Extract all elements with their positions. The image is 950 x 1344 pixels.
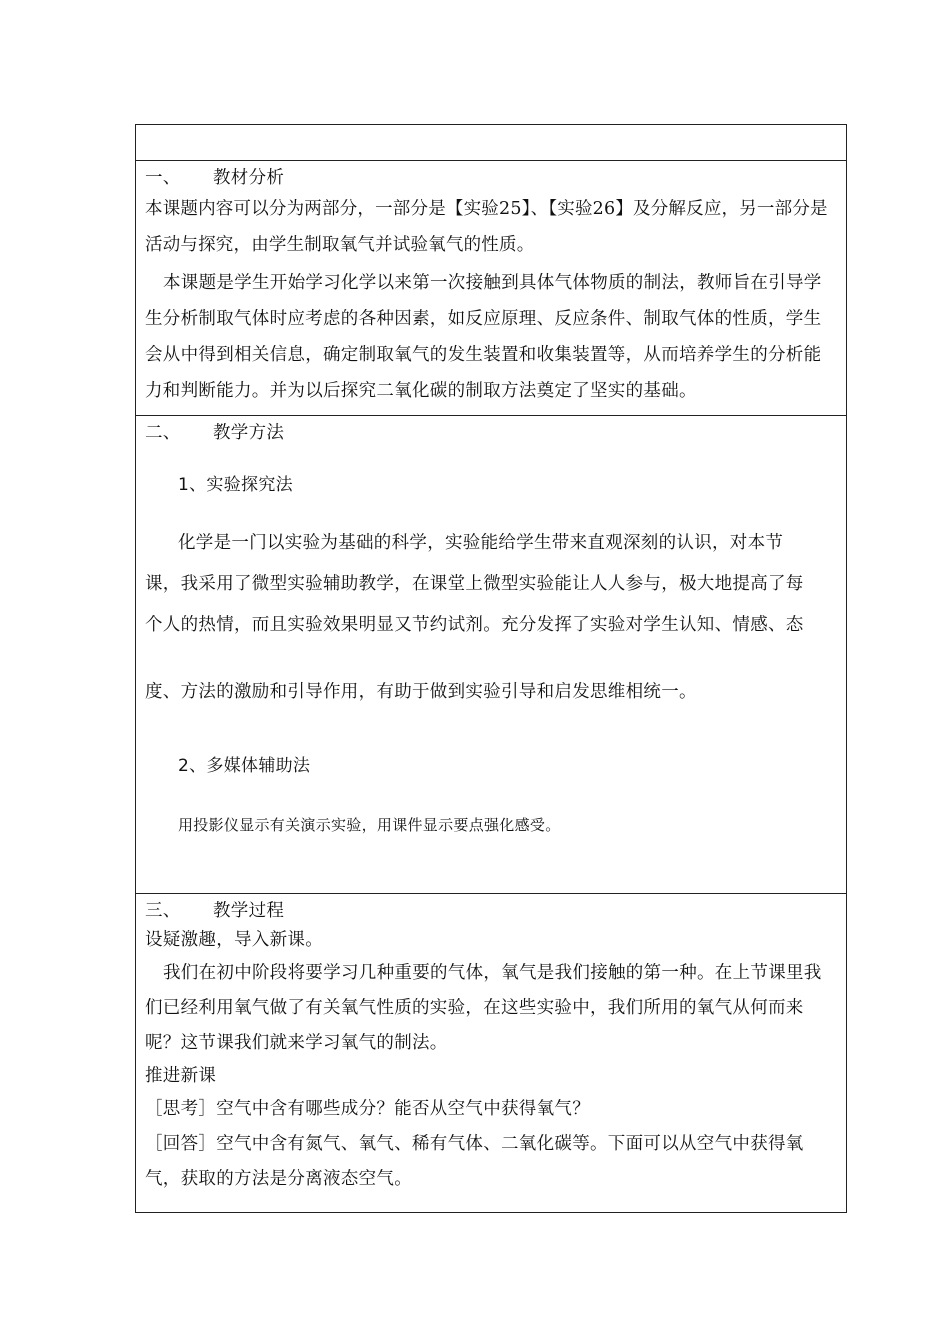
method-title: 1、实验探究法: [178, 475, 293, 495]
section-title: 教学过程: [213, 900, 285, 921]
paragraph: 推进新课: [145, 1066, 217, 1086]
section-number: 三、: [145, 900, 181, 921]
paragraph: 本课题是学生开始学习化学以来第一次接触到具体气体物质的制法，教师旨在引导学生分析制取气体时应考虑的各种因素，如反应原理、反应条件、制取气体的性质，学生会从中得到相关信息，确定制取氧气的发生装置和收集装置等，从而培养学生的分析能力和判断能力。并为以后探究二氧化碳的制取方法奠定了坚实的基础。: [145, 273, 822, 401]
paragraph: 我们在初中阶段将要学习几种重要的气体，氧气是我们接触的第一种。在上节课里我们已经利用氧气做了有关氧气性质的实验，在这些实验中，我们所用的氧气从何而来呢？这节课我们就来学习氧气的制法。: [145, 963, 822, 1053]
section-number: 一、: [145, 167, 181, 188]
method-line: 个人的热情，而且实验效果明显又节约试剂。充分发挥了实验对学生认知、情感、态: [145, 615, 804, 635]
paragraph: ［回答］空气中含有氮气、氧气、稀有气体、二氧化碳等。下面可以从空气中获得氧气，获取的方法是分离液态空气。: [145, 1134, 804, 1189]
paragraph: 本课题内容可以分为两部分，一部分是【实验25】、【实验26】及分解反应，另一部分是活动与探究，由学生制取氧气并试验氧气的性质。: [145, 199, 828, 255]
empty-header-row: [136, 125, 846, 160]
method-title: 2、多媒体辅助法: [178, 756, 311, 776]
method-line: 化学是一门以实验为基础的科学，实验能给学生带来直观深刻的认识，对本节: [178, 533, 784, 553]
section-teaching-methods: [136, 415, 846, 893]
section-title: 教学方法: [213, 422, 285, 443]
section-heading: [145, 161, 838, 191]
paragraph: 设疑激趣，导入新课。: [145, 930, 323, 950]
method-line: 度、方法的激励和引导作用，有助于做到实验引导和启发思维相统一。: [145, 682, 697, 702]
section-number: 二、: [145, 422, 181, 443]
lesson-plan-table: [135, 124, 847, 1213]
section-heading: [145, 416, 838, 446]
method-line: 课，我采用了微型实验辅助教学，在课堂上微型实验能让人人参与，极大地提高了每: [145, 574, 804, 594]
section-textbook-analysis: [136, 160, 846, 415]
paragraph: ［思考］空气中含有哪些成分？能否从空气中获得氧气？: [145, 1099, 590, 1119]
method-text: 用投影仪显示有关演示实验，用课件显示要点强化感受。: [178, 816, 561, 834]
section-teaching-process: [136, 893, 846, 1213]
section-heading: [145, 894, 838, 924]
section-title: 教材分析: [213, 167, 285, 188]
